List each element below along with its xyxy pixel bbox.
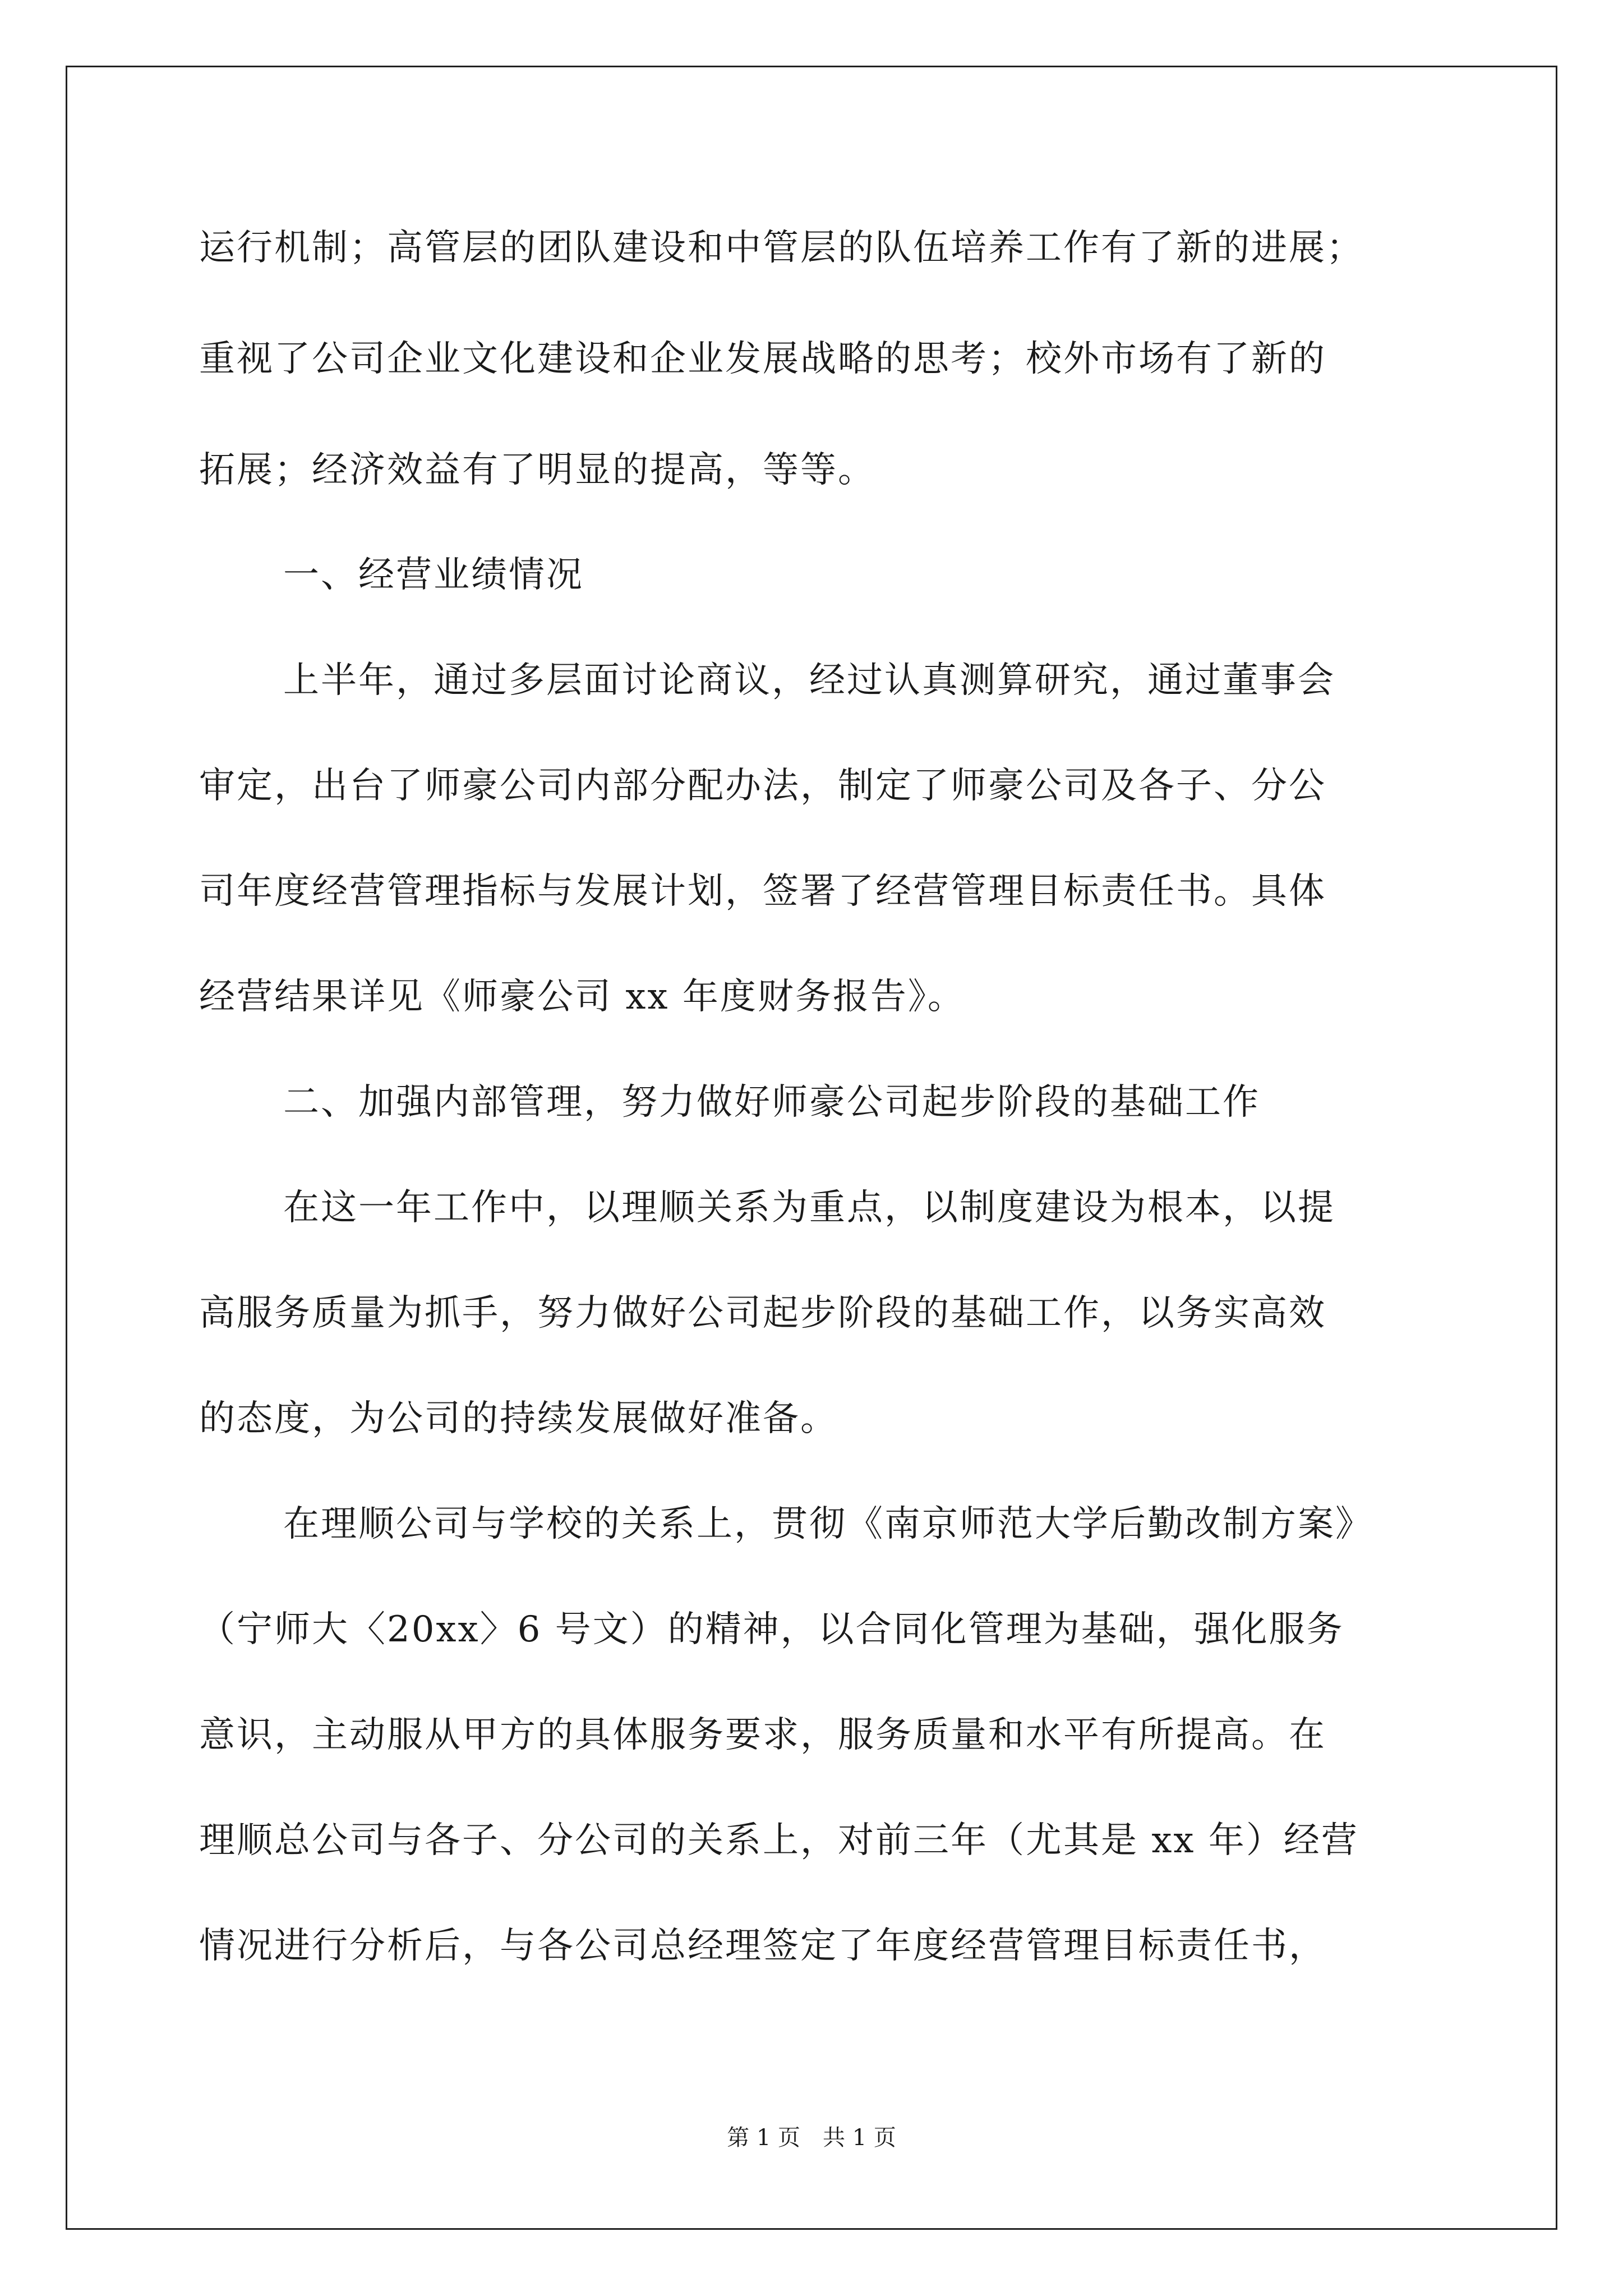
body-text-line: 的态度，为公司的持续发展做好准备。 bbox=[199, 1398, 838, 1439]
body-text-line: 理顺总公司与各子、分公司的关系上，对前三年（尤其是 xx 年）经营 bbox=[199, 1820, 1359, 1861]
body-text-line: 情况进行分析后，与各公司总经理签定了年度经营管理目标责任书， bbox=[199, 1925, 1326, 1967]
body-text-line: 意识，主动服从甲方的具体服务要求，服务质量和水平有所提高。在 bbox=[199, 1714, 1326, 1756]
body-text-line: 审定，出台了师豪公司内部分配办法，制定了师豪公司及各子、分公 bbox=[199, 765, 1326, 807]
body-text-line: 重视了公司企业文化建设和企业发展战略的思考；校外市场有了新的 bbox=[199, 338, 1326, 380]
body-text-line: 在理顺公司与学校的关系上，贯彻《南京师范大学后勤改制方案》 bbox=[283, 1503, 1373, 1545]
page-number-footer: 第 1 页 共 1 页 bbox=[727, 2125, 896, 2151]
page-border bbox=[66, 66, 1557, 2230]
body-text-line: 在这一年工作中，以理顺关系为重点，以制度建设为根本，以提 bbox=[283, 1187, 1335, 1228]
body-text-line: 上半年，通过多层面讨论商议，经过认真测算研究，通过董事会 bbox=[283, 660, 1335, 701]
body-text-line: 司年度经营管理指标与发展计划，签署了经营管理目标责任书。具体 bbox=[199, 871, 1326, 912]
body-text-line: （宁师大〈20xx〉6 号文）的精神，以合同化管理为基础，强化服务 bbox=[199, 1609, 1344, 1650]
body-text-line: 拓展；经济效益有了明显的提高，等等。 bbox=[199, 449, 875, 491]
body-text-line: 高服务质量为抓手，努力做好公司起步阶段的基础工作，以务实高效 bbox=[199, 1292, 1326, 1334]
section-heading: 一、经营业绩情况 bbox=[283, 554, 584, 596]
section-heading: 二、加强内部管理，努力做好师豪公司起步阶段的基础工作 bbox=[283, 1082, 1260, 1123]
body-text-line: 经营结果详见《师豪公司 xx 年度财务报告》。 bbox=[199, 976, 965, 1018]
body-text-line: 运行机制；高管层的团队建设和中管层的队伍培养工作有了新的进展； bbox=[199, 227, 1364, 269]
